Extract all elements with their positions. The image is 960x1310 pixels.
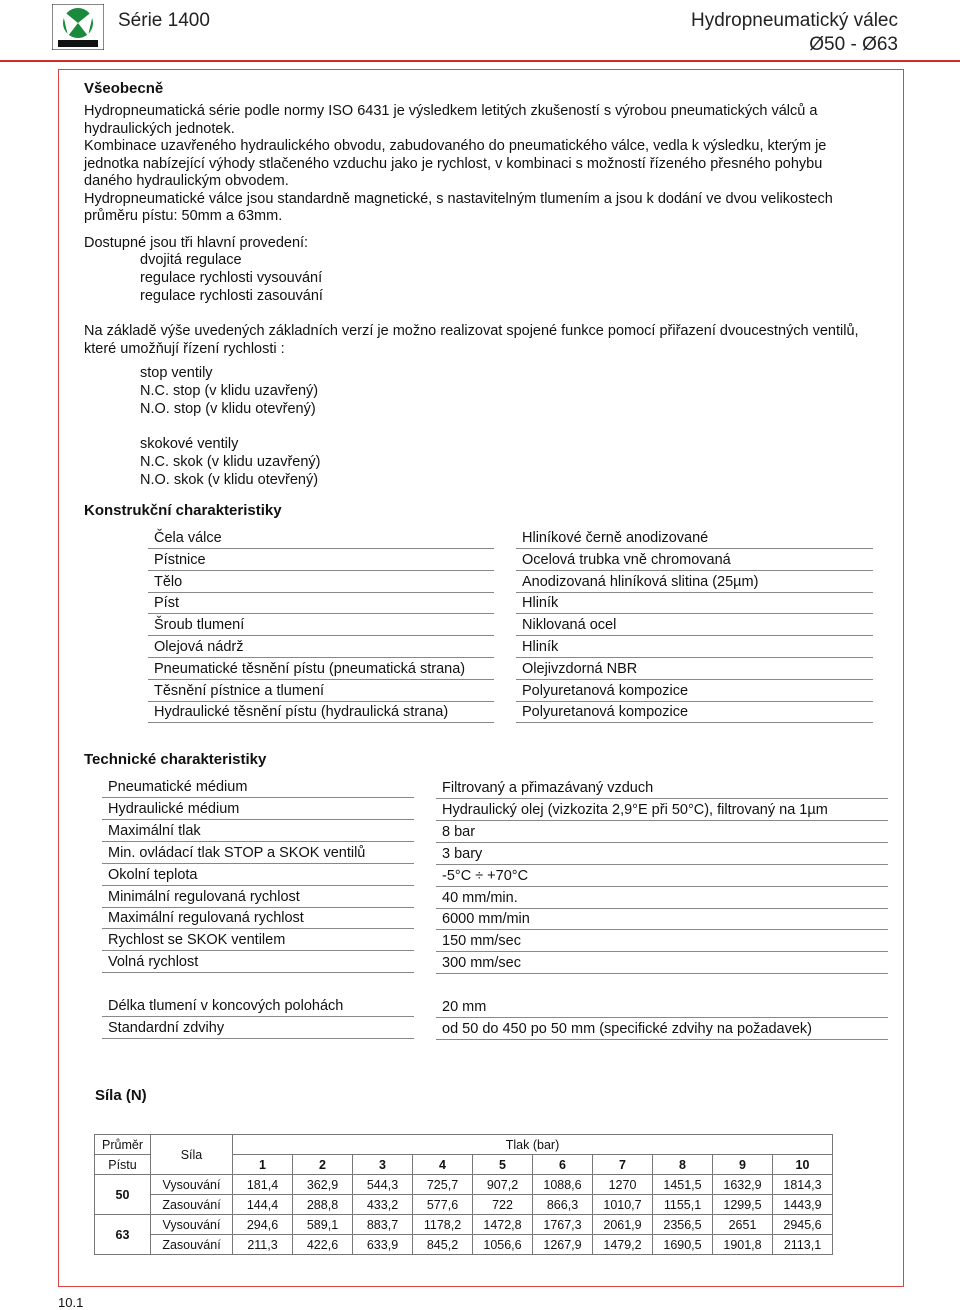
construction-row (148, 571, 494, 593)
construction-row (148, 527, 494, 549)
technical-row-value (436, 930, 888, 952)
construction-row (148, 701, 494, 723)
pressure-value: 10 (773, 1155, 833, 1175)
intro-paragraph (84, 103, 833, 226)
technical-label: Hydraulické médium (108, 800, 240, 817)
construction-row (148, 680, 494, 702)
technical-row-label (102, 929, 414, 951)
construction-row (148, 549, 494, 571)
force-table (94, 1134, 833, 1255)
header-rule (0, 60, 960, 62)
version-item: regulace rychlosti zasouvání (140, 288, 323, 304)
force-header: Síla (151, 1135, 233, 1175)
construction-row-material (516, 549, 873, 571)
technical-label: Pneumatické médium (108, 779, 248, 795)
direction-label: Zasouvání (151, 1235, 233, 1255)
force-value: 589,1 (293, 1215, 353, 1235)
bore-value: 50 (95, 1175, 151, 1215)
technical-row-value (436, 996, 888, 1018)
technical-value: -5°C ÷ +70°C (442, 867, 529, 884)
pneumax-logo (52, 4, 104, 50)
construction-part: Čela válce (154, 530, 222, 546)
force-value: 1814,3 (773, 1175, 833, 1195)
construction-part: Hydraulické těsnění pístu (hydraulická strana) (154, 704, 449, 721)
force-value: 1270 (593, 1175, 653, 1195)
technical-row-label (102, 951, 414, 973)
force-value: 1178,2 (413, 1215, 473, 1235)
construction-material: Hliníkové černě anodizované (522, 530, 709, 546)
technical-row-value (436, 799, 888, 821)
technical-value: 8 bar (442, 823, 476, 840)
technical-label: Rychlost se SKOK ventilem (108, 932, 286, 949)
stop-valve-item: stop ventily (140, 365, 213, 381)
force-value: 2061,9 (593, 1215, 653, 1235)
technical-row-value (436, 952, 888, 974)
force-value: 1088,6 (533, 1175, 593, 1195)
construction-row (148, 592, 494, 614)
force-value: 883,7 (353, 1215, 413, 1235)
force-value: 1443,9 (773, 1195, 833, 1215)
pressure-value: 6 (533, 1155, 593, 1175)
skip-valve-item: N.O. skok (v klidu otevřený) (140, 472, 319, 488)
bore-header-1: Průměr (95, 1135, 151, 1155)
force-value: 181,4 (233, 1175, 293, 1195)
construction-material: Polyuretanová kompozice (522, 682, 689, 699)
force-value: 845,2 (413, 1235, 473, 1255)
combo-line: Na základě výše uvedených základních verzí je možno realizovat spojené funkce pomocí přiřazení dvoucestných ventilů, (84, 323, 859, 339)
technical-row-label (102, 842, 414, 864)
direction-label: Vysouvání (151, 1215, 233, 1235)
section-heading-general: Všeobecně (84, 80, 164, 97)
technical-value: 20 mm (442, 999, 487, 1015)
skip-valve-item: skokové ventily (140, 436, 239, 452)
page-subtitle: Ø50 - Ø63 (809, 34, 898, 55)
force-value: 288,8 (293, 1195, 353, 1215)
versions-label: Dostupné jsou tři hlavní provedení: (84, 235, 309, 251)
stop-valves-list (140, 364, 318, 418)
pressure-value: 9 (713, 1155, 773, 1175)
table-row (95, 1215, 833, 1235)
force-value: 1632,9 (713, 1175, 773, 1195)
section-heading-construction: Konstrukční charakteristiky (84, 502, 282, 519)
construction-row-material (516, 592, 873, 614)
version-item: regulace rychlosti vysouvání (140, 270, 323, 286)
pressure-value: 1 (233, 1155, 293, 1175)
intro-line: Hydropneumatická série podle normy ISO 6431 je výsledkem letitých zkušeností s výrobou pneumatických válců a (84, 103, 818, 119)
technical-value: od 50 do 450 po 50 mm (specifické zdvihy na požadavek) (442, 1020, 812, 1037)
technical-row-value (436, 821, 888, 843)
force-value: 1451,5 (653, 1175, 713, 1195)
technical-row-value (436, 865, 888, 887)
technical-value: 6000 mm/min (442, 911, 530, 928)
force-value: 2651 (713, 1215, 773, 1235)
combo-paragraph (84, 323, 859, 358)
technical-label: Okolní teplota (108, 866, 198, 883)
force-value: 294,6 (233, 1215, 293, 1235)
force-value: 1267,9 (533, 1235, 593, 1255)
technical-row-value (436, 777, 888, 799)
force-value: 1010,7 (593, 1195, 653, 1215)
table-row (95, 1235, 833, 1255)
force-value: 866,3 (533, 1195, 593, 1215)
technical-label: Maximální regulovaná rychlost (108, 910, 304, 927)
force-value: 1299,5 (713, 1195, 773, 1215)
force-value: 144,4 (233, 1195, 293, 1215)
technical-label: Maximální tlak (108, 822, 201, 839)
construction-material: Niklovaná ocel (522, 617, 617, 634)
construction-part: Tělo (154, 573, 183, 590)
force-value: 907,2 (473, 1175, 533, 1195)
stop-valve-item: N.C. stop (v klidu uzavřený) (140, 383, 319, 399)
intro-line: průměru pístu: 50mm a 63mm. (84, 208, 283, 224)
table-row (95, 1175, 833, 1195)
technical-value: Hydraulický olej (vizkozita 2,9°E při 50°C), filtrovaný na 1µm (442, 801, 828, 818)
intro-line: hydraulických jednotek. (84, 120, 235, 137)
versions-list (140, 251, 323, 305)
section-heading-technical: Technické charakteristiky (84, 751, 267, 768)
construction-part: Olejová nádrž (154, 639, 244, 655)
construction-row-material (516, 701, 873, 723)
pressure-value: 7 (593, 1155, 653, 1175)
pressure-value: 8 (653, 1155, 713, 1175)
force-value: 577,6 (413, 1195, 473, 1215)
technical-row-label (102, 820, 414, 842)
force-value: 722 (473, 1195, 533, 1215)
construction-material: Anodizovaná hliníková slitina (25µm) (522, 573, 759, 590)
bore-value: 63 (95, 1215, 151, 1255)
technical-label: Délka tlumení v koncových polohách (108, 998, 344, 1014)
version-item: dvojitá regulace (140, 252, 242, 268)
technical-value: 40 mm/min. (442, 889, 518, 906)
skip-valves-list (140, 435, 321, 489)
technical-label: Min. ovládací tlak STOP a SKOK ventilů (108, 844, 366, 861)
construction-material: Olejivzdorná NBR (522, 660, 638, 677)
construction-row-material (516, 614, 873, 636)
force-value: 1767,3 (533, 1215, 593, 1235)
series-label: Série 1400 (118, 10, 210, 31)
force-value: 211,3 (233, 1235, 293, 1255)
direction-label: Vysouvání (151, 1175, 233, 1195)
stop-valve-item: N.O. stop (v klidu otevřený) (140, 401, 316, 417)
pressure-value: 3 (353, 1155, 413, 1175)
technical-row-label (102, 995, 414, 1017)
construction-row-material (516, 527, 873, 549)
construction-part: Píst (154, 595, 179, 612)
technical-row-value (436, 908, 888, 930)
section-heading-force: Síla (N) (95, 1087, 147, 1104)
force-value: 1056,6 (473, 1235, 533, 1255)
force-value: 2113,1 (773, 1235, 833, 1255)
technical-value: Filtrovaný a přimazávaný vzduch (442, 780, 654, 796)
force-value: 362,9 (293, 1175, 353, 1195)
force-value: 1155,1 (653, 1195, 713, 1215)
combo-line: které umožňují řízení rychlosti : (84, 340, 285, 357)
construction-material: Hliník (522, 639, 559, 655)
construction-material: Hliník (522, 595, 559, 612)
intro-line: daného hydraulickým obvodem. (84, 173, 289, 189)
force-value: 1901,8 (713, 1235, 773, 1255)
construction-part: Pneumatické těsnění pístu (pneumatická strana) (154, 660, 466, 677)
table-row (95, 1195, 833, 1215)
technical-label: Volná rychlost (108, 954, 199, 971)
force-value: 1472,8 (473, 1215, 533, 1235)
force-value: 422,6 (293, 1235, 353, 1255)
force-value: 1479,2 (593, 1235, 653, 1255)
bore-header-2: Pístu (95, 1155, 151, 1175)
technical-value: 300 mm/sec (442, 955, 521, 972)
construction-row (148, 658, 494, 680)
construction-row-material (516, 658, 873, 680)
pressure-header: Tlak (bar) (233, 1135, 833, 1155)
technical-row-label (102, 776, 414, 798)
force-value: 433,2 (353, 1195, 413, 1215)
construction-row (148, 614, 494, 636)
technical-row-label (102, 886, 414, 908)
pressure-value: 2 (293, 1155, 353, 1175)
technical-row-label (102, 864, 414, 886)
force-value: 725,7 (413, 1175, 473, 1195)
pressure-value: 4 (413, 1155, 473, 1175)
technical-value: 150 mm/sec (442, 933, 521, 950)
construction-part: Pístnice (154, 551, 206, 568)
construction-row-material (516, 571, 873, 593)
pressure-value: 5 (473, 1155, 533, 1175)
direction-label: Zasouvání (151, 1195, 233, 1215)
page-title: Hydropneumatický válec (691, 10, 898, 31)
skip-valve-item: N.C. skok (v klidu uzavřený) (140, 454, 321, 470)
construction-material: Polyuretanová kompozice (522, 704, 689, 721)
intro-line: jednotka nabízející výhody stlačeného vzduchu jako je rychlost, v kombinaci s možností řízeného přesného pohybu (84, 155, 823, 172)
construction-part: Šroub tlumení (154, 617, 245, 634)
construction-row (148, 636, 494, 658)
construction-part: Těsnění pístnice a tlumení (154, 682, 325, 699)
construction-row-material (516, 680, 873, 702)
intro-line: Kombinace uzavřeného hydraulického obvodu, zabudovaného do pneumatického válce, vedla k výsledku, kterým je (84, 138, 827, 154)
force-value: 544,3 (353, 1175, 413, 1195)
technical-row-value (436, 1018, 888, 1040)
construction-row-material (516, 636, 873, 658)
technical-row-value (436, 887, 888, 909)
technical-label: Minimální regulovaná rychlost (108, 888, 300, 905)
force-value: 633,9 (353, 1235, 413, 1255)
force-value: 2945,6 (773, 1215, 833, 1235)
force-value: 2356,5 (653, 1215, 713, 1235)
technical-row-label (102, 1017, 414, 1039)
construction-material: Ocelová trubka vně chromovaná (522, 551, 731, 568)
force-value: 1690,5 (653, 1235, 713, 1255)
technical-value: 3 bary (442, 845, 483, 862)
technical-row-label (102, 907, 414, 929)
intro-line: Hydropneumatické válce jsou standardně magnetické, s nastavitelným tlumením a jsou k dodání ve dvou velikostech (84, 190, 833, 207)
page-number: 10.1 (58, 1295, 84, 1310)
technical-row-label (102, 798, 414, 820)
technical-row-value (436, 843, 888, 865)
technical-label: Standardní zdvihy (108, 1019, 225, 1036)
